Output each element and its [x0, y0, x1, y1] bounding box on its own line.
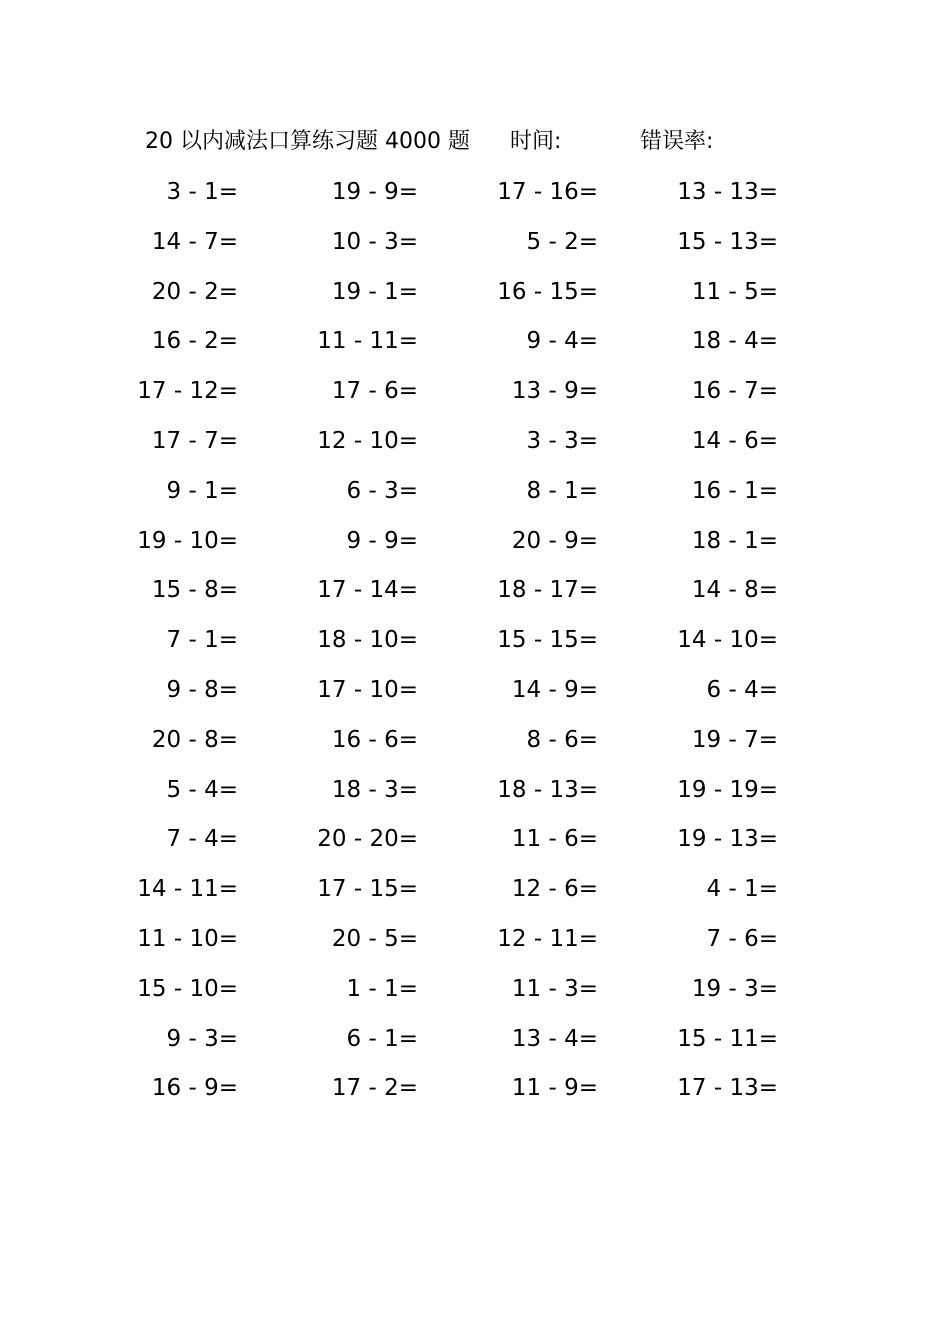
subtraction-problem: 17 - 7=	[151, 427, 238, 454]
subtraction-problem: 6 - 4=	[706, 676, 778, 703]
subtraction-problem: 14 - 8=	[691, 577, 778, 604]
subtraction-problem: 9 - 3=	[166, 1025, 238, 1052]
subtraction-problem: 3 - 1=	[166, 179, 238, 205]
subtraction-problem: 11 - 3=	[511, 975, 598, 1002]
problem-grid	[0, 172, 950, 1118]
problem-row	[0, 869, 950, 919]
subtraction-problem: 19 - 1=	[331, 278, 418, 305]
subtraction-problem: 13 - 9=	[511, 378, 598, 405]
problem-row	[0, 1068, 950, 1118]
subtraction-problem: 17 - 16=	[497, 179, 598, 205]
subtraction-problem: 14 - 11=	[137, 876, 238, 903]
subtraction-problem: 18 - 4=	[691, 328, 778, 355]
problem-row	[0, 371, 950, 421]
subtraction-problem: 11 - 5=	[691, 278, 778, 305]
subtraction-problem: 13 - 13=	[677, 179, 778, 205]
subtraction-problem: 19 - 13=	[677, 826, 778, 853]
subtraction-problem: 9 - 4=	[526, 328, 598, 355]
subtraction-problem: 12 - 10=	[317, 427, 418, 454]
subtraction-problem: 17 - 15=	[317, 876, 418, 903]
subtraction-problem: 8 - 1=	[526, 477, 598, 504]
subtraction-problem: 7 - 4=	[166, 826, 238, 853]
subtraction-problem: 16 - 9=	[151, 1075, 238, 1102]
subtraction-problem: 18 - 13=	[497, 776, 598, 803]
problem-row	[0, 770, 950, 820]
subtraction-problem: 18 - 10=	[317, 627, 418, 654]
problem-row	[0, 222, 950, 272]
subtraction-problem: 18 - 3=	[331, 776, 418, 803]
subtraction-problem: 19 - 9=	[331, 179, 418, 205]
subtraction-problem: 20 - 2=	[151, 278, 238, 305]
subtraction-problem: 9 - 1=	[166, 477, 238, 504]
subtraction-problem: 18 - 1=	[691, 527, 778, 554]
subtraction-problem: 15 - 15=	[497, 627, 598, 654]
subtraction-problem: 15 - 11=	[677, 1025, 778, 1052]
problem-row	[0, 919, 950, 969]
subtraction-problem: 7 - 6=	[706, 925, 778, 952]
subtraction-problem: 19 - 3=	[691, 975, 778, 1002]
problem-row	[0, 570, 950, 620]
subtraction-problem: 20 - 9=	[511, 527, 598, 554]
subtraction-problem: 20 - 20=	[317, 826, 418, 853]
time-label: 时间:	[510, 129, 562, 154]
problem-row	[0, 969, 950, 1019]
subtraction-problem: 18 - 17=	[497, 577, 598, 604]
subtraction-problem: 17 - 14=	[317, 577, 418, 604]
subtraction-problem: 16 - 6=	[331, 726, 418, 753]
subtraction-problem: 11 - 9=	[511, 1075, 598, 1102]
subtraction-problem: 6 - 3=	[346, 477, 418, 504]
problem-row	[0, 670, 950, 720]
subtraction-problem: 12 - 6=	[511, 876, 598, 903]
subtraction-problem: 1 - 1=	[346, 975, 418, 1002]
problem-row	[0, 720, 950, 770]
subtraction-problem: 3 - 3=	[526, 427, 598, 454]
subtraction-problem: 16 - 2=	[151, 328, 238, 355]
subtraction-problem: 15 - 13=	[677, 228, 778, 255]
problem-row	[0, 620, 950, 670]
worksheet-header	[145, 124, 845, 160]
subtraction-problem: 19 - 7=	[691, 726, 778, 753]
subtraction-problem: 13 - 4=	[511, 1025, 598, 1052]
subtraction-problem: 12 - 11=	[497, 925, 598, 952]
problem-row	[0, 471, 950, 521]
subtraction-problem: 19 - 19=	[677, 776, 778, 803]
problem-row	[0, 272, 950, 322]
subtraction-problem: 11 - 10=	[137, 925, 238, 952]
subtraction-problem: 17 - 2=	[331, 1075, 418, 1102]
subtraction-problem: 8 - 6=	[526, 726, 598, 753]
subtraction-problem: 17 - 12=	[137, 378, 238, 405]
subtraction-problem: 10 - 3=	[331, 228, 418, 255]
error-rate-label: 错误率:	[640, 129, 714, 154]
subtraction-problem: 19 - 10=	[137, 527, 238, 554]
subtraction-problem: 9 - 8=	[166, 676, 238, 703]
subtraction-problem: 5 - 2=	[526, 228, 598, 255]
subtraction-problem: 14 - 10=	[677, 627, 778, 654]
subtraction-problem: 14 - 6=	[691, 427, 778, 454]
subtraction-problem: 20 - 5=	[331, 925, 418, 952]
subtraction-problem: 16 - 1=	[691, 477, 778, 504]
subtraction-problem: 17 - 10=	[317, 676, 418, 703]
subtraction-problem: 17 - 6=	[331, 378, 418, 405]
problem-row	[0, 1019, 950, 1069]
subtraction-problem: 11 - 6=	[511, 826, 598, 853]
worksheet-title: 20 以内减法口算练习题 4000 题	[145, 129, 470, 154]
subtraction-problem: 15 - 8=	[151, 577, 238, 604]
problem-row	[0, 321, 950, 371]
subtraction-problem: 7 - 1=	[166, 627, 238, 654]
subtraction-problem: 6 - 1=	[346, 1025, 418, 1052]
problem-row	[0, 421, 950, 471]
subtraction-problem: 15 - 10=	[137, 975, 238, 1002]
subtraction-problem: 4 - 1=	[706, 876, 778, 903]
subtraction-problem: 11 - 11=	[317, 328, 418, 355]
problem-row	[0, 521, 950, 571]
subtraction-problem: 16 - 7=	[691, 378, 778, 405]
subtraction-problem: 14 - 9=	[511, 676, 598, 703]
problem-row	[0, 172, 950, 222]
subtraction-problem: 5 - 4=	[166, 776, 238, 803]
problem-row	[0, 819, 950, 869]
subtraction-problem: 17 - 13=	[677, 1075, 778, 1102]
subtraction-problem: 9 - 9=	[346, 527, 418, 554]
subtraction-problem: 20 - 8=	[151, 726, 238, 753]
subtraction-problem: 14 - 7=	[151, 228, 238, 255]
subtraction-problem: 16 - 15=	[497, 278, 598, 305]
